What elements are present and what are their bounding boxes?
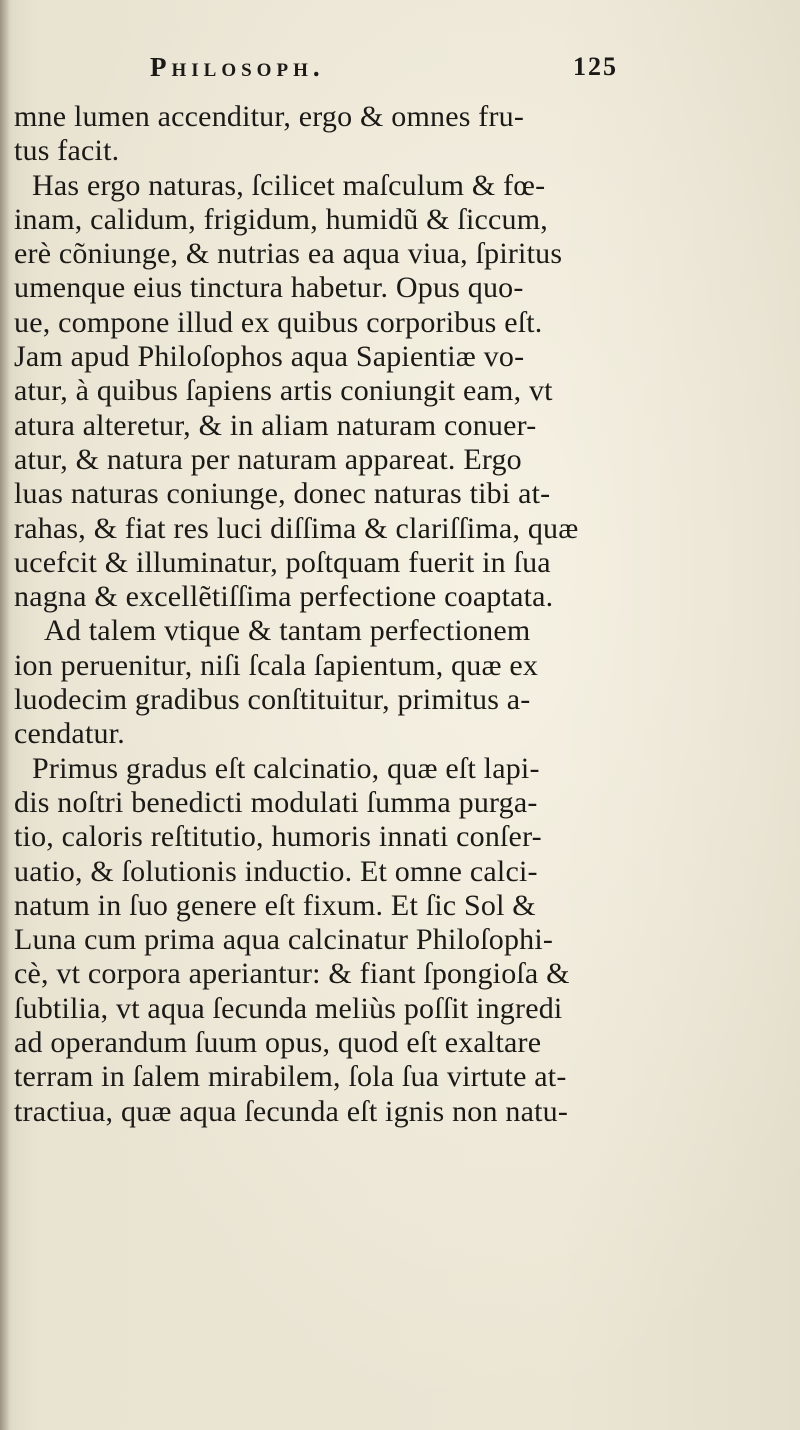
page-number: 125	[573, 52, 618, 81]
running-head	[150, 52, 618, 88]
text-line: ion peruenitur, niſi ſcala ſapientum, quæ ex	[14, 648, 539, 682]
text-line: atura alteretur, & in aliam naturam conuer-	[14, 408, 537, 442]
text-line: erè cõniunge, & nutrias ea aqua viua, ſpiritus	[14, 237, 563, 271]
text-line: ad operandum ſuum opus, quod eſt exaltare	[14, 1026, 542, 1060]
text-line: Jam apud Philoſophos aqua Sapientiæ vo-	[14, 340, 525, 374]
text-line: luas naturas coniunge, donec naturas tibi at-	[14, 477, 551, 511]
text-line: uatio, & ſolutionis inductio. Et omne calci-	[14, 854, 538, 888]
text-line: atur, à quibus ſapiens artis coniungit eam, vt	[14, 374, 553, 408]
text-line: tio, caloris reſtitutio, humoris innati conſer-	[14, 820, 542, 854]
gutter-shadow	[0, 0, 10, 1430]
text-line: ue, compone illud ex quibus corporibus eſt.	[14, 305, 543, 339]
text-line: inam, calidum, frigidum, humidũ & ſiccum,	[14, 202, 548, 236]
text-line: mne lumen accenditur, ergo & omnes fru-	[14, 100, 525, 133]
body-text	[14, 100, 794, 1129]
text-line: Ad talem vtique & tantam perfectionem	[44, 614, 531, 648]
text-line: terram in ſalem mirabilem, ſola ſua virtute at-	[14, 1060, 567, 1094]
running-head-title: Philosoph.	[150, 52, 325, 82]
text-line: Primus gradus eſt calcinatio, quæ eſt lapi-	[32, 751, 540, 785]
text-line: tractiua, quæ aqua ſecunda eſt ignis non natu-	[14, 1094, 569, 1128]
text-line: Luna cum prima aqua calcinatur Philoſophi-	[14, 923, 554, 957]
text-line: ucefcit & illuminatur, poſtquam fuerit in ſua	[14, 545, 551, 579]
text-line: nagna & excellẽtiſſima perfectione coaptata.	[14, 580, 554, 614]
text-line: natum in ſuo genere eſt fixum. Et ſic Sol &	[14, 888, 536, 922]
text-line: umenque eius tinctura habetur. Opus quo-	[14, 271, 524, 305]
text-line: dis noſtri benedicti modulati ſumma purga-	[14, 785, 538, 819]
text-line: luodecim gradibus conſtituitur, primitus a-	[14, 683, 531, 717]
text-line: Has ergo naturas, ſcilicet maſculum & fœ-	[32, 168, 546, 202]
text-line: tus facit.	[14, 134, 120, 168]
text-line: atur, & natura per naturam appareat. Ergo	[14, 442, 522, 476]
text-line: cè, vt corpora aperiantur: & fiant ſpongioſa &	[14, 957, 570, 991]
text-line: rahas, & fiat res luci diſſima & clariſſima, quæ	[14, 511, 579, 545]
text-line: cendatur.	[14, 717, 125, 751]
text-line: ſubtilia, vt aqua ſecunda meliùs poſſit ingredi	[14, 991, 563, 1025]
